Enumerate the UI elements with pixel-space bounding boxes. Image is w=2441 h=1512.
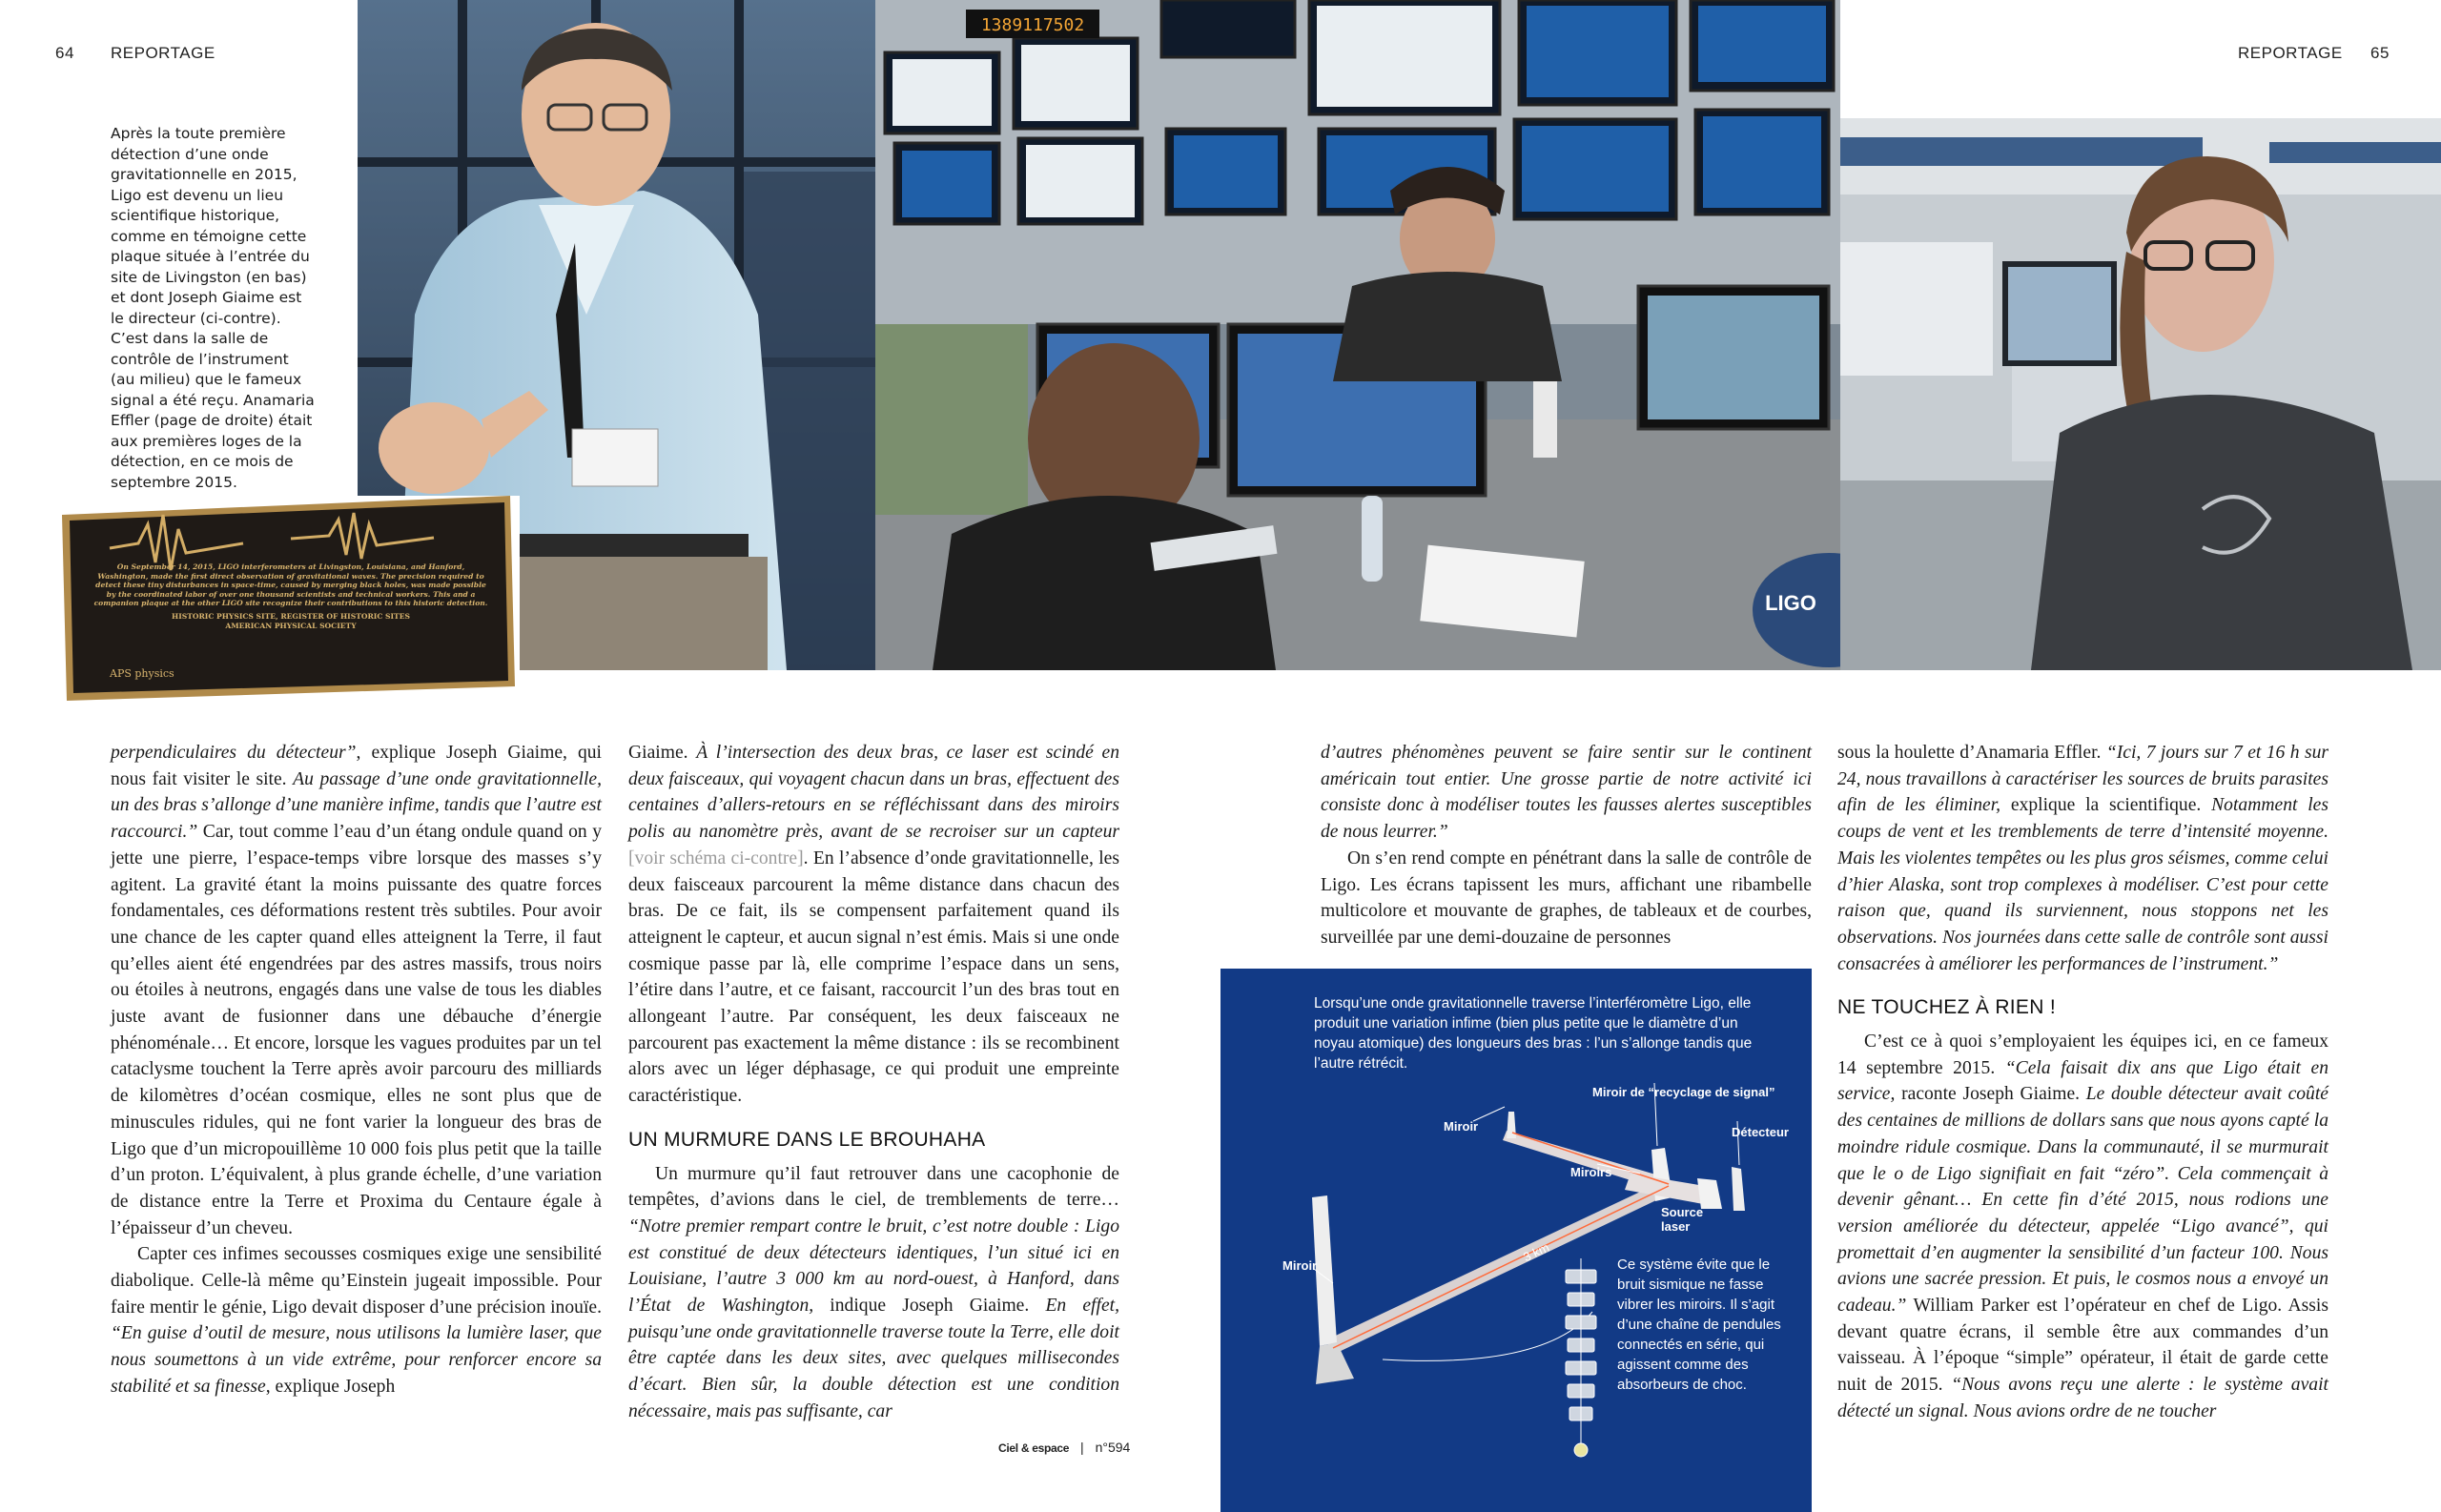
- label-recycling-mirror: Miroir de “recyclage de signal”: [1592, 1085, 1775, 1099]
- c3-p1: d’autres phénomènes peuvent se faire sentir sur le continent américain tout entier. Une grosse partie de notre activité ici consiste donc à modéliser toutes les fausses alertes susceptibles de nous leurrer.”: [1321, 743, 1812, 843]
- infographic-intro: Lorsqu’une onde gravitationnelle traverse l’interféromètre Ligo, elle produit une variation infime (bien plus petite que le diamètre d’un noyau atomique) des longueurs des bras : l’un s’allonge tandis que l’autre rétrécit.: [1314, 995, 1753, 1072]
- photo-plaque-illustration: [52, 496, 520, 701]
- c2-p1-c: . En l’absence d’onde gravitationnelle, les deux faisceaux parcourent la même distance dans chacun des bras. De ce fait, ils se compensent parfaitement quand ils atteignent le capteur, et aucun signal n’est émis. Mais si une onde cosmique passe par là, elle comprime l’espace dans un sens, l’étire dans l’autre, et ce faisant, raccourcit l’un des bras tout en allongeant l’autre. Par conséquent, les deux faisceaux ne parcourent pas exactement la même distance : ils se recombinent alors avec un léger déphasage, ce qui produit une empreinte caractéristique.: [628, 848, 1119, 1107]
- c2-p1-a: Giaime.: [628, 743, 697, 763]
- article-column-3: [1321, 740, 1812, 951]
- left-section-title: REPORTAGE: [111, 44, 215, 62]
- c4-p2-e: William Parker est l’opérateur en chef de Ligo. Assis devant quatre écrans, il semble être aux commandes d’un vaisseau. À l’époque “simple” opérateur, il était de garde cette nuit de 2015.: [1837, 1296, 2328, 1396]
- c4-p2-f: “Nous avons reçu une alerte : le système avait détecté un signal. Nous avions ordre de ne toucher: [1837, 1375, 2328, 1421]
- c1-p1-d: Car, tout comme l’eau d’un étang ondule quand on y jette une pierre, l’espace-temps vibre lorsque des masses s’y agitent. La gravité étant la moins puissante des quatre forces fondamentales, ces déformations restent très subtiles. Pour avoir une chance de les capter quand elles atteignent la Terre, il faut qu’elles aient été engendrées par des astres massifs, trous noirs ou étoiles à neutrons, engagés dans une valse de tous les diables juste avant de fusionner dans une débauche d’énergie phénoménale… Et encore, lorsque les vagues produites par un tel cataclysme touchent la Terre après avoir parcouru des milliards de kilomètres d’océan cosmique, elles ne sont plus que de minuscules ridules, qui ne font varier la longueur des bras de Ligo que d’un micropouillème 10 000 fois plus petit que la taille d’un proton. L’équivalent, à plus grande échelle, d’une variation de distance entre la Terre et Proxima du Centaure égale à l’épaisseur d’un cheveu.: [111, 822, 602, 1238]
- right-page-number: 65: [2370, 44, 2390, 62]
- issue-number: n°594: [1095, 1440, 1131, 1455]
- label-distance: 3 km: [1521, 1239, 1552, 1265]
- label-mirrors: Miroirs: [1570, 1165, 1612, 1179]
- c4-p1-c: explique la scientifique.: [2000, 795, 2212, 816]
- photo-scientist-illustration: [1840, 118, 2441, 670]
- article-column-1: [111, 740, 602, 1400]
- c4-p1-d: Notamment les coups de vent et les tremblements de terre d’intensité moyenne. Mais les violentes tempêtes ou les plus gros séismes, comme celui d’hier Alaska, sont trop complexes à modéliser. C’est pour cette raison que, quand ils surviennent, nous stoppons net les observations. Nos journées dans cette salle de contrôle sont aussi consacrées à améliorer les performances de l’instrument.”: [1837, 795, 2328, 974]
- photo-control-room: [875, 0, 1840, 670]
- photo-control-room-illustration: [875, 0, 1840, 670]
- subheading-murmure: UN MURMURE DANS LE BROUHAHA: [628, 1128, 986, 1151]
- label-laser-source: Source laser: [1661, 1205, 1704, 1234]
- c1-p1-c: Au passage d’une onde gravitationnelle, un des bras s’allonge d’une manière infime, tandis que l’autre est raccourci.”: [111, 768, 602, 843]
- page-footer: Ciel & espace | n°594: [998, 1440, 1131, 1455]
- photo-caption: Après la toute première détection d’une onde gravitationnelle en 2015, Ligo est devenu un lieu scientifique historique, comme en témoigne cette plaque située à l’entrée du site de Livingston (en bas) et dont Joseph Giaime est le directeur (ci-contre). C’est dans la salle de contrôle de l’instrument (au milieu) que le fameux signal a été reçu. Anamaria Effler (page de droite) était aux premières loges de la détection, en ce mois de septembre 2015.: [111, 125, 315, 491]
- plaque-footer: HISTORIC PHYSICS SITE, REGISTER OF HISTORIC SITES: [172, 611, 410, 621]
- c4-p1-b: “Ici, 7 jours sur 7 et 16 h sur 24, nous travaillons à caractériser les sources de bruits parasites afin de les éliminer,: [1837, 743, 2329, 816]
- left-page-number: 64: [55, 44, 74, 62]
- c4-p2-a: C’est ce à quoi s’employaient les équipes ici, en ce fameux 14 septembre 2015.: [1837, 1032, 2328, 1078]
- right-section-title: REPORTAGE: [2238, 44, 2343, 62]
- screen-logo: LIGO: [1765, 591, 1816, 615]
- c4-p1-a: sous la houlette d’Anamaria Effler.: [1837, 743, 2106, 763]
- photo-plaque: [52, 496, 520, 701]
- c1-p1-b: , explique Joseph Giaime, qui nous fait visiter le site.: [111, 743, 602, 789]
- label-mirror-top: Miroir: [1444, 1119, 1479, 1134]
- label-mirror-left: Miroir: [1282, 1258, 1318, 1273]
- article-column-2: [628, 740, 1119, 1425]
- c4-p2-b: “Cela faisait dix ans que Ligo était en service,: [1837, 1057, 2328, 1105]
- infographic-ligo: [1220, 969, 1812, 1512]
- c1-p1-a: perpendiculaires du détecteur”: [111, 743, 357, 763]
- c2-p2-a: Un murmure qu’il faut retrouver dans une cacophonie de tempêtes, d’avions dans le ciel, de tremblements de terre…: [628, 1163, 1119, 1211]
- plaque-society: AMERICAN PHYSICAL SOCIETY: [225, 621, 357, 630]
- c1-p2-b: “En guise d’outil de mesure, nous utilisons la lumière laser, que nous soumettons à un vide extrême, pour renforcer encore sa stabilité et sa finesse: [111, 1323, 602, 1397]
- label-detector: Détecteur: [1732, 1125, 1789, 1139]
- c1-p2-a: Capter ces infimes secousses cosmiques exige une sensibilité diabolique. Celle-là même qu’Einstein jugeait impossible. Pour faire mentir le génie, Ligo devait disposer d’une précision inouïe.: [111, 1244, 602, 1318]
- infographic-note: Ce système évite que le bruit sismique ne fasse vibrer les miroirs. Il s’agit d’une chaîne de pendules connectés en série, qui agissent comme des absorbeurs de choc.: [1617, 1257, 1781, 1393]
- interferometer-diagram: [1220, 969, 1812, 1512]
- c4-p2-d: Le double détecteur avait coûté des centaines de millions de dollars sans que nous ayons capté la moindre ridule cosmique. Dans la communauté, il se murmurait que le o de Ligo signifiait en fait “zéro”. Cela commençait à devenir gênant… En cette fin d’été 2015, nous rodions une version améliorée du détecteur, appelée “Ligo avancé”, qui promettait d’en augmenter la sensibilité d’un facteur 100. Nous avions une sacrée pression. Et puis, le cosmos nous a envoyé un cadeau.”: [1837, 1084, 2328, 1317]
- photo-scientist: [1840, 118, 2441, 670]
- subheading-ne-touchez: NE TOUCHEZ À RIEN !: [1837, 996, 2056, 1019]
- plaque-text: On September 14, 2015, LIGO interferometers at Livingston, Louisiana, and Hanford, Washington, made the first direct observation of gravitational waves. The precision required to detect these tiny disturbances in space-time, caused by merging black holes, was made possible by the coordinated labor of over one thousand scientists and technical workers. This and a companion plaque at the other LIGO site recognize their contributions to this historic detection.: [93, 562, 488, 608]
- c2-p2-d: En effet, puisqu’une onde gravitationnelle traverse toute la Terre, elle doit être captée dans les deux sites, avec quelques millisecondes d’écart. Bien sûr, la double détection est une condition nécessaire, mais pas suffisante, car: [628, 1296, 1119, 1421]
- c1-p2-c: , explique Joseph: [265, 1376, 396, 1397]
- magazine-logo: Ciel & espace: [998, 1441, 1070, 1455]
- c3-p2: On s’en rend compte en pénétrant dans la salle de contrôle de Ligo. Les écrans tapissent les murs, affichant une ribambelle multicolore et mouvante de graphes, de tableaux et de courbes, surveillée par une demi-douzaine de personnes: [1321, 848, 1812, 948]
- c2-p2-c: indique Joseph Giaime.: [813, 1296, 1046, 1317]
- c2-p1-ref: [voir schéma ci-contre]: [628, 848, 804, 868]
- plaque-logo: APS physics: [110, 667, 174, 680]
- article-column-4: [1837, 740, 2328, 1425]
- c2-p2-b: “Notre premier rempart contre le bruit, c’est notre double : Ligo est constitué de deux détecteurs identiques, l’un situé ici en Louisiane, l’autre 3 000 km au nord-ouest, à Hanford, dans l’État de Washington,: [628, 1216, 1119, 1317]
- control-room-counter: 1389117502: [980, 15, 1085, 35]
- c4-p2-c: raconte Joseph Giaime.: [1895, 1084, 2086, 1105]
- c2-p1-b: À l’intersection des deux bras, ce laser est scindé en deux faisceaux, qui voyagent chacun dans un bras, effectuent des centaines d’allers-retours en se réfléchissant dans des miroirs polis au nanomètre près, avant de se recroiser sur un capteur: [628, 743, 1120, 843]
